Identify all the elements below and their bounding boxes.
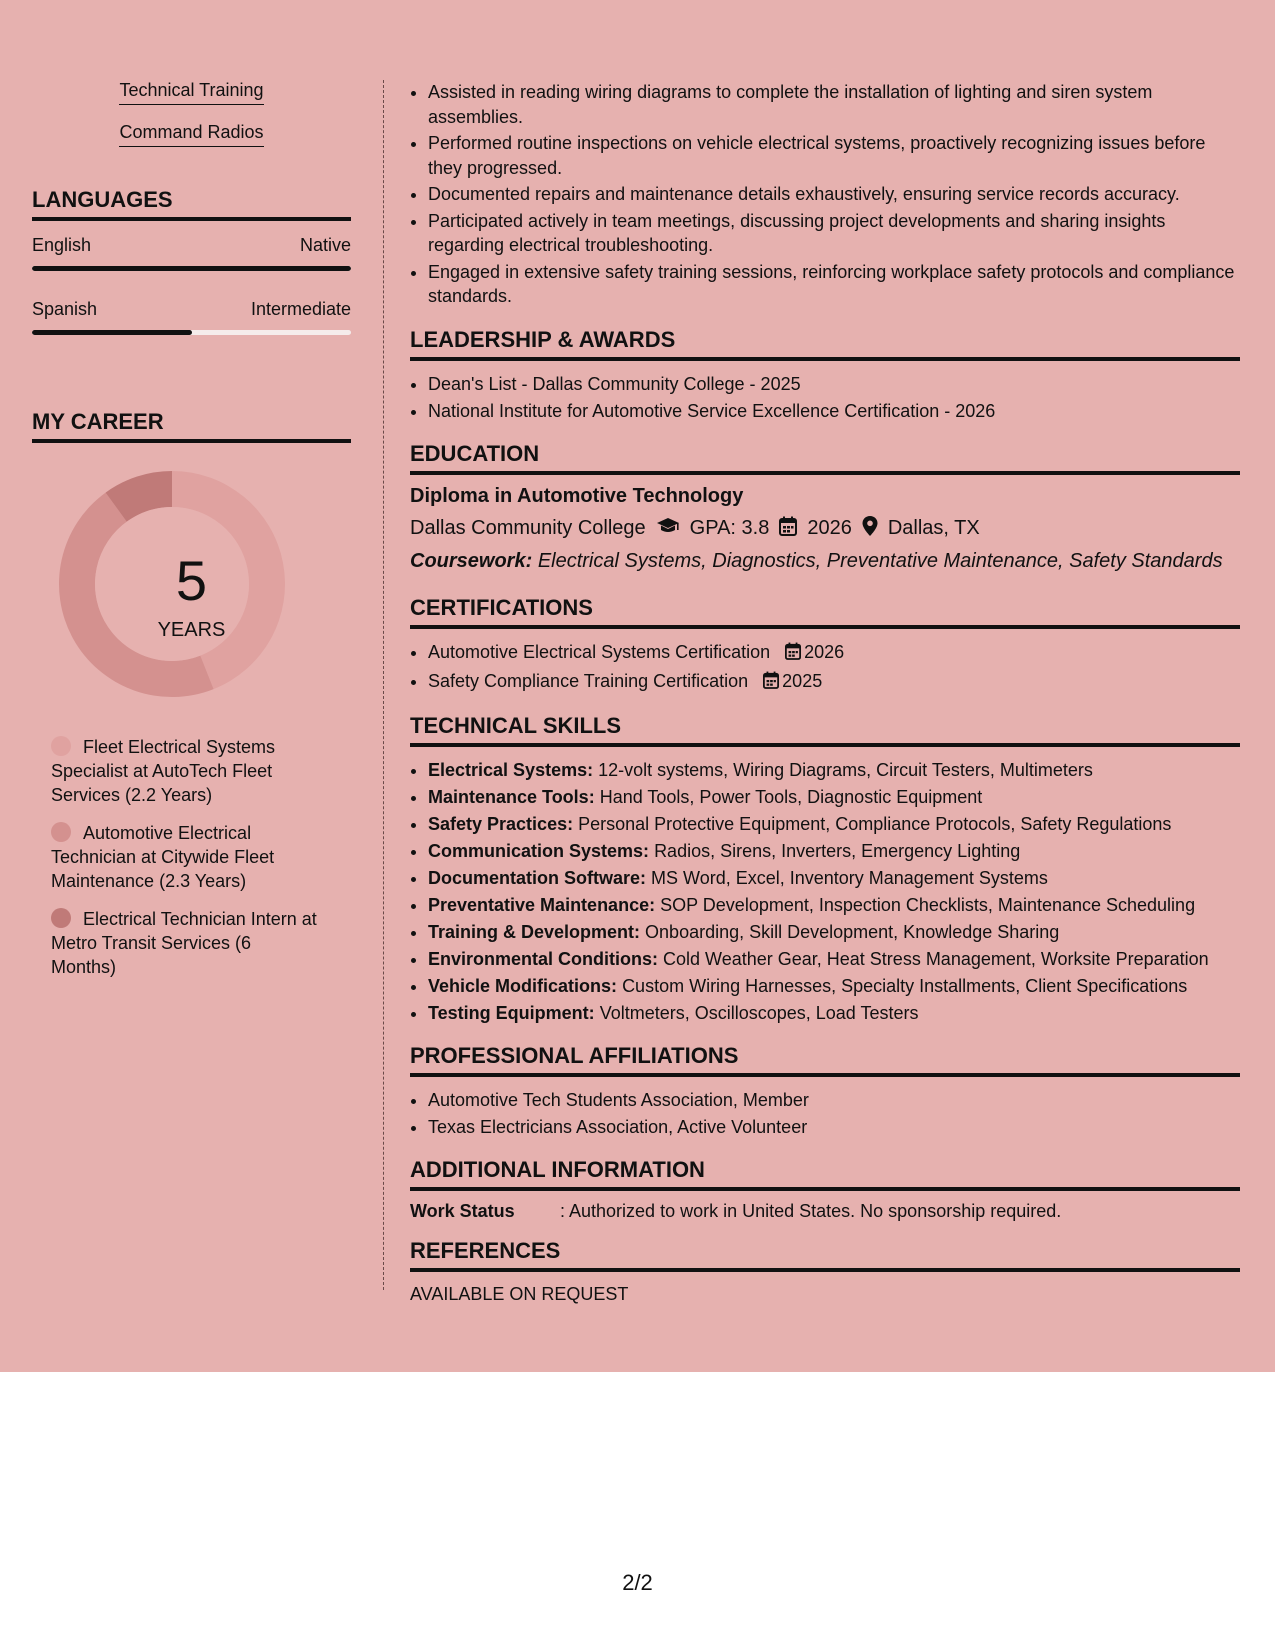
skill-label: Environmental Conditions:	[428, 948, 659, 969]
graduation-cap-icon	[656, 517, 680, 541]
skill-label: Electrical Systems:	[428, 759, 594, 780]
certification-item	[428, 668, 1240, 697]
career-legend-item	[51, 735, 321, 807]
skill-item	[428, 838, 1240, 865]
language-name: English	[32, 235, 92, 255]
column-divider	[383, 80, 384, 1290]
career-legend-label: Automotive Electrical Technician at Citywide Fleet Maintenance (2.3 Years)	[51, 823, 275, 891]
experience-bullet: • Engaged in extensive safety training sessions, reinforcing workplace safety protocols and compliance standards.	[428, 260, 1240, 309]
skill-item	[428, 1000, 1240, 1027]
education-degree: Diploma in Automotive Technology	[410, 484, 744, 507]
skill-label: Maintenance Tools:	[428, 786, 595, 807]
skill-item	[428, 865, 1240, 892]
experience-bullets	[410, 80, 1240, 309]
skill-tag: Command Radios	[119, 122, 263, 147]
skill-item	[428, 892, 1240, 919]
experience-bullet: • Assisted in reading wiring diagrams to complete the installation of lighting and siren system assemblies.	[428, 80, 1240, 129]
skill-item	[428, 946, 1240, 973]
skill-value: Personal Protective Equipment, Compliance Protocols, Safety Regulations	[578, 813, 1172, 834]
education-coursework	[410, 550, 1240, 573]
language-level: Intermediate	[250, 299, 351, 319]
experience-bullet: • Participated actively in team meetings, discussing project developments and sharing insights regarding electrical troubleshooting.	[428, 209, 1240, 258]
page-number: 2/2	[622, 1570, 653, 1595]
education-location: Dallas, TX	[887, 517, 980, 539]
skill-value: 12-volt systems, Wiring Diagrams, Circuit Testers, Multimeters	[598, 759, 1093, 780]
skill-value: Onboarding, Skill Development, Knowledge Sharing	[645, 921, 1060, 942]
legend-dot-icon	[51, 822, 71, 842]
skill-value: Voltmeters, Oscilloscopes, Load Testers	[599, 1002, 919, 1023]
language-item	[32, 235, 351, 271]
experience-bullet: • Documented repairs and maintenance details exhaustively, ensuring service records accuracy.	[428, 182, 1240, 207]
work-status-row	[410, 1201, 1240, 1222]
additional-info-heading: ADDITIONAL INFORMATION	[410, 1157, 1240, 1191]
skill-item	[428, 757, 1240, 784]
affiliations-heading: PROFESSIONAL AFFILIATIONS	[410, 1043, 1240, 1077]
left-column	[32, 80, 351, 993]
calendar-icon	[763, 670, 779, 697]
certifications-list	[410, 639, 1240, 697]
education-year: 2026	[807, 517, 852, 539]
certifications-heading: CERTIFICATIONS	[410, 595, 1240, 629]
career-legend-item	[51, 821, 321, 893]
language-proficiency-bar	[32, 266, 351, 271]
affiliation-item: • Texas Electricians Association, Active Volunteer	[428, 1114, 1240, 1141]
skill-value: Radios, Sirens, Inverters, Emergency Lighting	[654, 840, 1021, 861]
languages-heading: LANGUAGES	[32, 187, 351, 221]
career-total-unit: YEARS	[157, 619, 226, 641]
skill-label: Vehicle Modifications:	[428, 975, 618, 996]
award-item: • Dean's List - Dallas Community College - 2025	[428, 371, 1240, 398]
language-name: Spanish	[32, 299, 98, 319]
technical-skills-list	[410, 757, 1240, 1027]
skill-label: Documentation Software:	[428, 867, 647, 888]
skill-label: Safety Practices:	[428, 813, 574, 834]
awards-heading: LEADERSHIP & AWARDS	[410, 327, 1240, 361]
language-proficiency-fill	[32, 266, 351, 271]
career-legend-label: Electrical Technician Intern at Metro Transit Services (6 Months)	[51, 909, 317, 977]
education-details	[410, 516, 1240, 542]
awards-list	[410, 371, 1240, 425]
certification-name: Safety Compliance Training Certification	[428, 670, 749, 691]
skill-tag: Technical Training	[119, 80, 263, 105]
skill-value: SOP Development, Inspection Checklists, Maintenance Scheduling	[660, 894, 1196, 915]
career-legend-label: Fleet Electrical Systems Specialist at AutoTech Fleet Services (2.2 Years)	[51, 737, 276, 805]
skill-value: MS Word, Excel, Inventory Management Systems	[651, 867, 1048, 888]
skill-item	[428, 973, 1240, 1000]
technical-skills-heading: TECHNICAL SKILLS	[410, 713, 1240, 747]
legend-dot-icon	[51, 736, 71, 756]
coursework-label: Coursework:	[410, 549, 533, 572]
career-legend	[51, 735, 321, 979]
certification-item	[428, 639, 1240, 668]
coursework-list: Electrical Systems, Diagnostics, Preventative Maintenance, Safety Standards	[537, 549, 1223, 572]
language-level: Native	[299, 235, 351, 255]
right-column	[410, 80, 1240, 1305]
skill-label: Training & Development:	[428, 921, 641, 942]
skill-label: Preventative Maintenance:	[428, 894, 656, 915]
language-proficiency-fill	[32, 330, 192, 335]
career-donut-chart	[32, 467, 351, 707]
education-gpa: GPA: 3.8	[689, 517, 770, 539]
skill-item	[428, 811, 1240, 838]
certification-name: Automotive Electrical Systems Certification	[428, 641, 771, 662]
language-proficiency-bar	[32, 330, 351, 335]
career-total-years: 5	[175, 549, 208, 612]
education-school: Dallas Community College	[410, 517, 646, 539]
skill-value: Custom Wiring Harnesses, Specialty Installments, Client Specifications	[622, 975, 1188, 996]
career-heading: MY CAREER	[32, 409, 351, 443]
calendar-icon	[785, 641, 801, 668]
skill-label: Communication Systems:	[428, 840, 650, 861]
certification-year: 2025	[782, 670, 823, 691]
certification-year: 2026	[804, 641, 845, 662]
skill-item	[428, 784, 1240, 811]
work-status-value: : Authorized to work in United States. No sponsorship required.	[560, 1200, 1062, 1221]
location-pin-icon	[862, 516, 878, 542]
references-text: AVAILABLE ON REQUEST	[410, 1283, 629, 1304]
affiliation-item: • Automotive Tech Students Association, Member	[428, 1087, 1240, 1114]
skill-value: Hand Tools, Power Tools, Diagnostic Equipment	[599, 786, 983, 807]
skill-item	[428, 919, 1240, 946]
career-legend-item	[51, 907, 321, 979]
experience-bullet: • Performed routine inspections on vehicle electrical systems, proactively recognizing issues before they progressed.	[428, 131, 1240, 180]
award-item: • National Institute for Automotive Service Excellence Certification - 2026	[428, 398, 1240, 425]
references-heading: REFERENCES	[410, 1238, 1240, 1272]
education-heading: EDUCATION	[410, 441, 1240, 475]
skill-label: Testing Equipment:	[428, 1002, 595, 1023]
legend-dot-icon	[51, 908, 71, 928]
skill-value: Cold Weather Gear, Heat Stress Management, Worksite Preparation	[663, 948, 1209, 969]
calendar-icon	[779, 516, 797, 542]
language-item	[32, 299, 351, 335]
work-status-label: Work Status	[410, 1200, 515, 1221]
affiliations-list	[410, 1087, 1240, 1141]
